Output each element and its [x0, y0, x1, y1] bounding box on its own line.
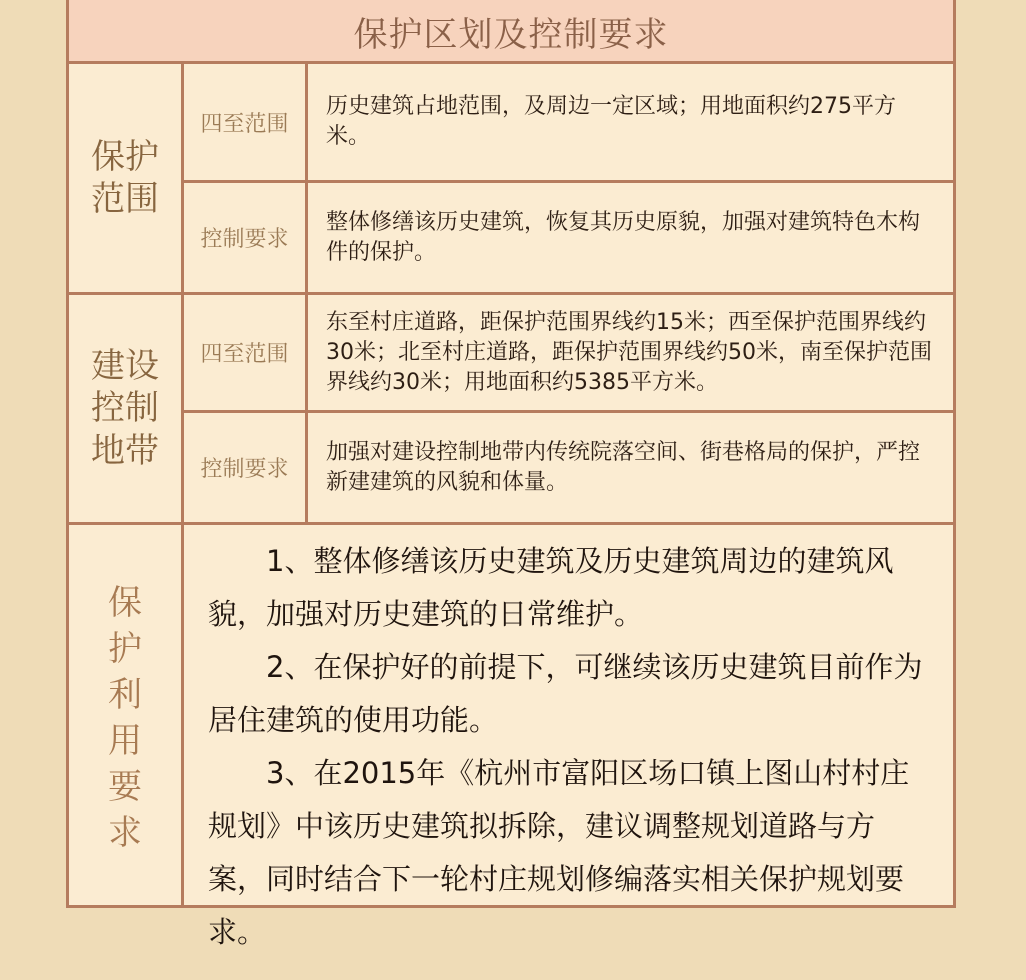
control-paragraph: 整体修缮该历史建筑，恢复其历史原貌，加强对建筑特色木构件的保护。 — [326, 209, 921, 265]
control-text — [308, 183, 953, 295]
sub-label-control: 控制要求 — [184, 413, 308, 525]
protection-table — [66, 0, 956, 949]
section-label-protection-scope — [69, 64, 184, 295]
sub-label-control: 控制要求 — [184, 183, 308, 295]
requirement-item: 3、在2015年《杭州市富阳区场口镇上图山村村庄规划》中该历史建筑拟拆除，建议调整规划道路与方案，同时结合下一轮村庄规划修编落实相关保护规划要求。 — [208, 756, 910, 949]
section-label-line: 地带 — [91, 430, 159, 471]
boundary-text — [308, 64, 953, 183]
requirement-item: 1、整体修缮该历史建筑及历史建筑周边的建筑风貌，加强对历史建筑的日常维护。 — [208, 544, 894, 631]
control-paragraph: 加强对建设控制地带内传统院落空间、街巷格局的保护，严控新建建筑的风貌和体量。 — [326, 439, 921, 495]
section-label-line: 范围 — [91, 179, 159, 219]
section-label-char: 护 — [108, 629, 142, 669]
section-label-char: 保 — [108, 583, 142, 623]
boundary-paragraph: 历史建筑占地范围，及周边一定区域；用地面积约275平方米。 — [326, 94, 896, 149]
section-label-line: 保护 — [91, 136, 159, 177]
section-label-char: 用 — [108, 721, 142, 761]
sub-label-boundary: 四至范围 — [184, 295, 308, 413]
section-label-char: 利 — [108, 675, 142, 715]
section-label-construction-control — [69, 295, 184, 525]
boundary-text — [308, 295, 953, 413]
control-text — [308, 413, 953, 525]
requirement-item: 2、在保护好的前提下，可继续该历史建筑目前作为居住建筑的使用功能。 — [208, 650, 923, 737]
section-label-line: 建设 — [91, 345, 159, 386]
section-label-char: 求 — [108, 813, 142, 853]
sub-label-boundary: 四至范围 — [184, 64, 308, 183]
section-label-utilization — [69, 525, 184, 905]
boundary-paragraph: 东至村庄道路，距保护范围界线约15米；西至保护范围界线约30米；北至村庄道路，距保护范围界线约50米，南至保护范围界线约30米；用地面积约5385平方米。 — [326, 309, 932, 395]
table-title: 保护区划及控制要求 — [69, 0, 953, 64]
utilization-requirements — [184, 525, 953, 949]
section-label-char: 要 — [108, 767, 142, 807]
section-label-line: 控制 — [91, 388, 159, 429]
